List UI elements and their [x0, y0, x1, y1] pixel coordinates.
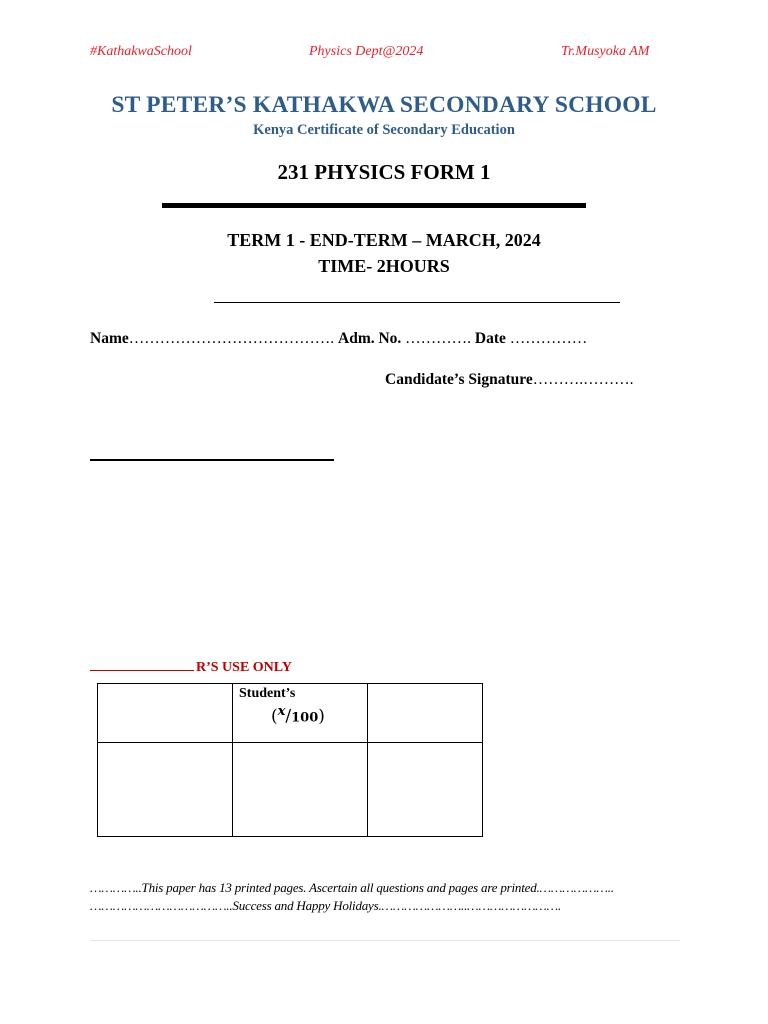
table-row	[98, 684, 483, 743]
candidate-details-row	[90, 330, 587, 348]
footer-wishes: ………………………………..Success and Happy Holidays.…………………..…………………….	[90, 898, 562, 913]
examiner-underline	[90, 658, 194, 671]
name-field[interactable]: ………………………………….	[128, 330, 335, 347]
students-score-header: Student’s	[239, 686, 296, 701]
examiners-use-heading	[90, 658, 292, 676]
adm-label: Adm. No.	[338, 330, 402, 347]
header-underline	[214, 302, 620, 303]
subject-title: 231 PHYSICS FORM 1	[277, 160, 491, 184]
table-cell[interactable]	[233, 743, 368, 837]
header-teacher: Tr.Musyoka AM	[561, 44, 650, 59]
signature-label: Candidate’s Signature	[385, 371, 533, 388]
title-divider	[162, 203, 586, 208]
page-bottom-rule	[90, 940, 680, 941]
certificate-title: Kenya Certificate of Secondary Education	[253, 122, 515, 138]
header-school-tag: #KathakwaSchool	[90, 44, 192, 59]
section-rule	[90, 459, 334, 461]
table-cell[interactable]	[98, 743, 233, 837]
adm-field[interactable]: ………….	[401, 330, 475, 347]
table-row	[98, 743, 483, 837]
table-cell	[98, 684, 233, 743]
date-label: Date	[474, 330, 506, 347]
term-title: TERM 1 - END-TERM – MARCH, 2024	[227, 230, 541, 250]
examiners-use-label: R’S USE ONLY	[196, 660, 292, 675]
table-cell	[368, 684, 483, 743]
header-department: Physics Dept@2024	[309, 44, 424, 59]
score-table	[97, 683, 483, 837]
table-cell[interactable]	[368, 743, 483, 837]
fraction-numerator: x	[277, 704, 286, 719]
footer-pages-note: …………..This paper has 13 printed pages. Ascertain all questions and pages are printed.………………..	[90, 880, 614, 895]
name-label: Name	[90, 330, 129, 347]
score-fraction: ($^x$/100)	[271, 704, 325, 727]
school-name: ST PETER’S KATHAKWA SECONDARY SCHOOL	[111, 92, 657, 118]
date-field[interactable]: ……………	[505, 330, 588, 347]
table-cell	[233, 684, 368, 743]
signature-row	[385, 371, 633, 389]
time-allowed: TIME- 2HOURS	[318, 256, 450, 276]
signature-field[interactable]: ……….……….	[532, 371, 634, 388]
fraction-denominator: 100	[291, 710, 319, 726]
